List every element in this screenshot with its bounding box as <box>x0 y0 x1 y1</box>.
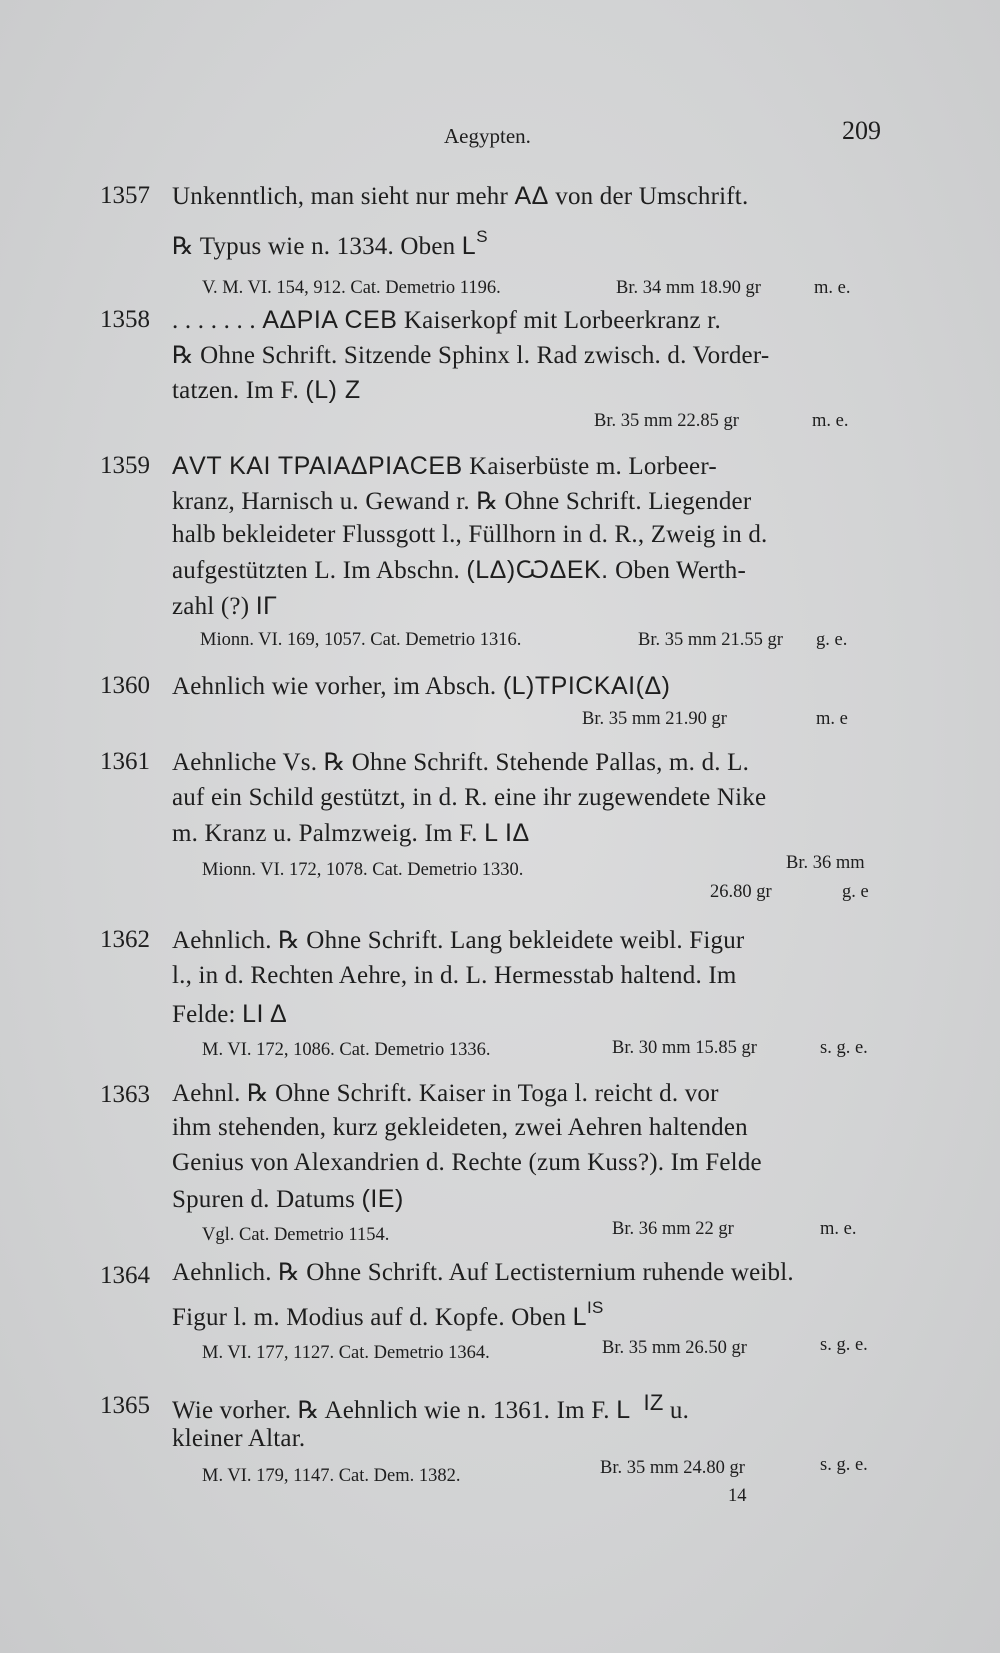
grade: g. e <box>842 882 869 902</box>
grade: s. g. e. <box>820 1455 868 1475</box>
entry-line: ihm stehenden, kurz gekleideten, zwei Aehren haltenden <box>172 1114 748 1141</box>
reverse-symbol: ℞ <box>323 748 346 776</box>
greek-legend: (L)ΤΡΙCΚΑΙ(Δ) <box>502 672 671 700</box>
grade: m. e <box>816 709 848 729</box>
entry-line: ℞ Ohne Schrift. Sitzende Sphinx l. Rad zwisch. d. Vorder- <box>172 341 770 369</box>
measurement: Br. 35 mm 21.90 gr <box>582 709 727 729</box>
entry-number: 1359 <box>100 452 150 479</box>
grade: s. g. e. <box>820 1335 868 1355</box>
entry-line: Felde: LΙ Δ <box>172 1000 288 1028</box>
entry-number: 1357 <box>100 182 150 209</box>
entry-line: Aehnlich wie vorher, im Absch. (L)ΤΡΙCΚΑΙ(Δ) <box>172 672 671 700</box>
reference: Mionn. VI. 169, 1057. Cat. Demetrio 1316. <box>200 630 522 650</box>
measurement: Br. 36 mm <box>786 853 865 873</box>
entry-line: . . . . . . . ΑΔΡΙΑ CΕΒ Kaiserkopf mit Lorbeerkranz r. <box>172 306 721 334</box>
greek-legend: ΑVΤ ΚΑΙ ΤΡΑΙΑΔΡΙΑCΕΒ <box>172 452 463 480</box>
reverse-symbol: ℞ <box>172 232 194 260</box>
entry-line: m. Kranz u. Palmzweig. Im F. L ΙΔ <box>172 819 530 847</box>
running-head: Aegypten. <box>444 124 531 148</box>
greek-numeral: IΓ <box>255 592 278 620</box>
entry-number: 1365 <box>100 1392 150 1419</box>
reference: Mionn. VI. 172, 1078. Cat. Demetrio 1330. <box>202 860 524 880</box>
entry-line: Aehnlich. ℞ Ohne Schrift. Auf Lectisternium ruhende weibl. <box>172 1258 794 1286</box>
greek-date: (L) Ζ <box>305 376 361 404</box>
entry-line: Genius von Alexandrien d. Rechte (zum Kuss?). Im Felde <box>172 1149 762 1176</box>
measurement: Br. 30 mm 15.85 gr <box>612 1038 757 1058</box>
reference: V. M. VI. 154, 912. Cat. Demetrio 1196. <box>202 278 501 298</box>
entry-line: auf ein Schild gestützt, in d. R. eine ihr zugewendete Nike <box>172 784 767 811</box>
greek-date: L ΙΔ <box>484 819 530 847</box>
entry-line: kranz, Harnisch u. Gewand r. ℞ Ohne Schrift. Liegender <box>172 487 752 515</box>
greek-date: LΙ Δ <box>242 1000 288 1028</box>
entry-number: 1358 <box>100 306 150 333</box>
entry-line: Aehnliche Vs. ℞ Ohne Schrift. Stehende Pallas, m. d. L. <box>172 748 750 776</box>
entry-line: Aehnl. ℞ Ohne Schrift. Kaiser in Toga l. reicht d. vor <box>172 1079 719 1107</box>
entry-line: l., in d. Rechten Aehre, in d. L. Hermesstab haltend. Im <box>172 962 737 989</box>
entry-line: zahl (?) IΓ <box>172 592 278 620</box>
measurement: Br. 35 mm 24.80 gr <box>600 1458 745 1478</box>
entry-line: Unkenntlich, man sieht nur mehr ΑΔ von der Umschrift. <box>172 182 749 210</box>
grade: m. e. <box>820 1219 857 1239</box>
entry-line: ΑVΤ ΚΑΙ ΤΡΑΙΑΔΡΙΑCΕΒ Kaiserbüste m. Lorbeer- <box>172 452 717 480</box>
grade: g. e. <box>816 630 848 650</box>
reverse-symbol: ℞ <box>172 341 194 369</box>
measurement: Br. 35 mm 21.55 gr <box>638 630 783 650</box>
greek-date: (LΔ)ѠΔΕΚ. <box>466 556 609 584</box>
entry-line: Aehnlich. ℞ Ohne Schrift. Lang bekleidete weibl. Figur <box>172 926 745 954</box>
reverse-symbol: ℞ <box>297 1396 320 1424</box>
measurement-weight: 26.80 gr <box>710 882 772 902</box>
entry-number: 1362 <box>100 926 150 953</box>
entry-line: Spuren d. Datums (ΙΕ) <box>172 1185 404 1213</box>
page-number: 209 <box>842 116 881 145</box>
entry-line: halb bekleideter Flussgott l., Füllhorn in d. R., Zweig in d. <box>172 521 768 548</box>
greek-legend: ΑΔΡΙΑ CΕΒ <box>262 306 398 334</box>
reverse-symbol: ℞ <box>247 1079 269 1107</box>
grade: s. g. e. <box>820 1038 868 1058</box>
entry-line: tatzen. Im F. (L) Ζ <box>172 376 361 404</box>
reverse-symbol: ℞ <box>476 487 499 515</box>
entry-number: 1363 <box>100 1081 150 1108</box>
entry-line: aufgestützten L. Im Abschn. (LΔ)ѠΔΕΚ. Oben Werth- <box>172 556 747 584</box>
reference: M. VI. 177, 1127. Cat. Demetrio 1364. <box>202 1343 490 1363</box>
reference: M. VI. 179, 1147. Cat. Dem. 1382. <box>202 1466 461 1486</box>
entry-line: Wie vorher. ℞ Aehnlich wie n. 1361. Im F. L ΙΖ u. <box>172 1390 690 1424</box>
entry-number: 1364 <box>100 1262 150 1289</box>
reference: M. VI. 172, 1086. Cat. Demetrio 1336. <box>202 1040 491 1060</box>
entry-number: 1361 <box>100 748 150 775</box>
greek-date: (ΙΕ) <box>361 1185 404 1213</box>
entry-line: ℞ Typus wie n. 1334. Oben $L^S$ <box>172 227 488 260</box>
grade: m. e. <box>812 411 849 431</box>
signature-mark: 14 <box>728 1486 747 1506</box>
reverse-symbol: ℞ <box>278 1258 300 1286</box>
greek-legend: ΑΔ <box>514 182 549 210</box>
measurement: Br. 34 mm 18.90 gr <box>616 278 761 298</box>
measurement: Br. 36 mm 22 gr <box>612 1219 734 1239</box>
entry-line: Figur l. m. Modius auf d. Kopfe. Oben $L^{IS}$ <box>172 1298 604 1331</box>
measurement: Br. 35 mm 26.50 gr <box>602 1338 747 1358</box>
reference: Vgl. Cat. Demetrio 1154. <box>202 1225 390 1245</box>
entry-line: kleiner Altar. <box>172 1425 306 1452</box>
entry-number: 1360 <box>100 672 150 699</box>
reverse-symbol: ℞ <box>278 926 300 954</box>
grade: m. e. <box>814 278 851 298</box>
measurement: Br. 35 mm 22.85 gr <box>594 411 739 431</box>
